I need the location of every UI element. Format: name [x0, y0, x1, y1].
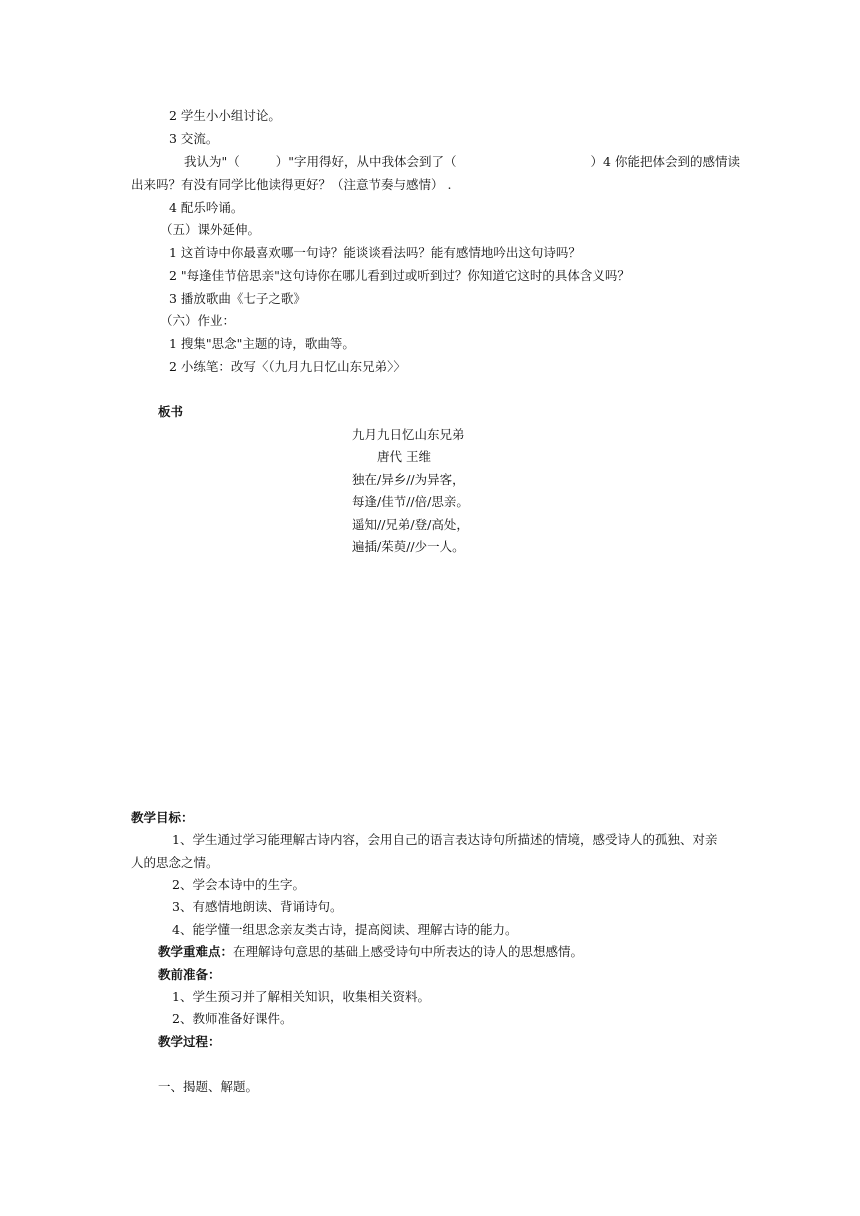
homework-item-1: 1 搜集"思念"主题的诗，歌曲等。 — [169, 336, 355, 351]
goal-3: 3、有感情地朗读、背诵诗句。 — [172, 899, 343, 914]
key-points — [158, 944, 583, 960]
key-points-text: 在理解诗句意思的基础上感受诗句中所表达的诗人的思想感情。 — [233, 944, 584, 959]
extension-item-3: 3 播放歌曲《七子之歌》 — [169, 291, 306, 306]
poem-line: 每逢/佳节//倍/思亲。 — [352, 494, 469, 509]
process-line-fill-blank — [184, 154, 740, 170]
fill-blank-part-2: ）"字用得好，从中我体会到了（ — [275, 154, 457, 169]
process-line-exchange: 3 交流。 — [169, 131, 219, 146]
step-1: 一、揭题、解题。 — [158, 1079, 259, 1094]
board-label: 板书 — [158, 404, 184, 419]
section-six-heading: （六）作业： — [160, 313, 236, 328]
section-five-heading: （五）课外延伸。 — [160, 222, 261, 237]
process-line-read-aloud: 出来吗？有没有同学比他读得更好？（注意节奏与感情） . — [131, 177, 452, 192]
poem-line: 遥知//兄弟/登/高处， — [352, 517, 469, 532]
extension-item-2: 2 "每逢佳节倍思亲"这句诗你在哪儿看到过或听到过？你知道它这时的具体含义吗？ — [169, 268, 630, 283]
prep-item-2: 2、教师准备好课件。 — [172, 1011, 293, 1026]
fill-blank-part-3: ）4 你能把体会到的感情读 — [590, 154, 740, 169]
homework-item-2: 2 小练笔：改写〈（九月九日忆山东兄弟〉〉 — [169, 359, 406, 374]
process-heading: 教学过程： — [158, 1034, 221, 1049]
key-points-heading: 教学重难点： — [158, 944, 234, 959]
goal-1-line-2: 人的思念之情。 — [131, 855, 219, 870]
goal-4: 4、能学懂一组思念亲友类古诗，提高阅读、理解古诗的能力。 — [172, 922, 518, 937]
fill-blank-part-1: 我认为"（ — [184, 154, 240, 169]
poem-line: 独在/异乡//为异客， — [352, 472, 465, 487]
goals-heading: 教学目标： — [131, 810, 194, 825]
poem-author: 唐代 王维 — [377, 449, 431, 464]
process-line-music: 4 配乐吟诵。 — [169, 200, 244, 215]
poem-line: 遍插/茱萸//少一人。 — [352, 539, 465, 554]
poem-title: 九月九日忆山东兄弟 — [352, 427, 465, 442]
prep-heading: 教前准备： — [158, 967, 221, 982]
extension-item-1: 1 这首诗中你最喜欢哪一句诗？能谈谈看法吗？能有感情地吟出这句诗吗？ — [169, 245, 581, 260]
goal-1-line-1: 1、学生通过学习能理解古诗内容，会用自己的语言表达诗句所描述的情境，感受诗人的孤独、对亲 — [172, 832, 718, 847]
process-line-discuss: 2 学生小小组讨论。 — [169, 108, 281, 123]
prep-item-1: 1、学生预习并了解相关知识，收集相关资料。 — [172, 989, 430, 1004]
goal-2: 2、学会本诗中的生字。 — [172, 877, 305, 892]
